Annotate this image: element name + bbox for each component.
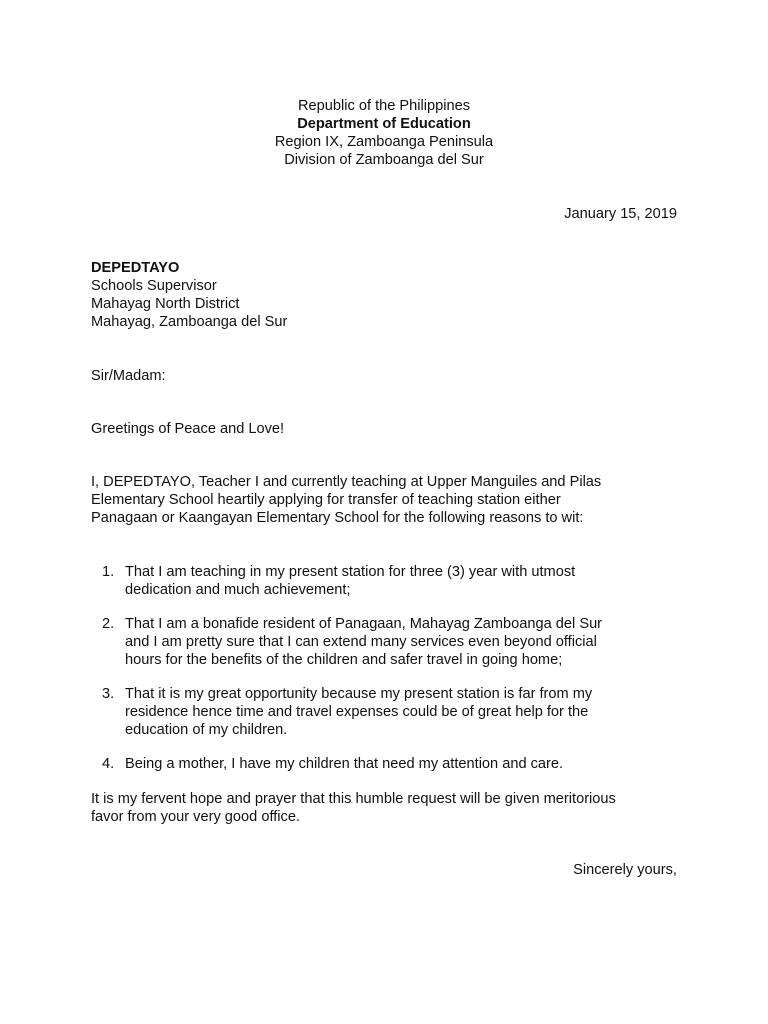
recipient-name: DEPEDTAYO [91,260,180,276]
list-item-line: education of my children. [125,722,288,738]
list-item [91,615,691,669]
list-item-line: That I am teaching in my present station for three (3) year with utmost [125,564,576,580]
letter-date: January 15, 2019 [564,206,677,222]
recipient-address: Mahayag, Zamboanga del Sur [91,314,288,330]
salutation: Sir/Madam: [91,368,166,384]
signoff: Sincerely yours, [573,862,677,878]
closing-line: favor from your very good office. [91,809,301,825]
intro-line: I, DEPEDTAYO, Teacher I and currently teaching at Upper Manguiles and Pilas [91,474,602,490]
recipient-title: Schools Supervisor [91,278,217,294]
letterhead-division: Division of Zamboanga del Sur [284,152,484,168]
letterhead [0,97,768,169]
list-item-line: That it is my great opportunity because my present station is far from my [125,686,593,702]
intro-paragraph [91,473,691,527]
recipient-district: Mahayag North District [91,296,240,312]
letterhead-region: Region IX, Zamboanga Peninsula [274,134,494,150]
list-item [91,755,691,773]
letterhead-department: Department of Education [297,116,471,132]
list-item-number: 1. [102,564,115,580]
letterhead-country: Republic of the Philippines [298,98,470,114]
list-item-line: That I am a bonafide resident of Panagaan, Mahayag Zamboanga del Sur [125,616,603,632]
intro-line: Elementary School heartily applying for transfer of teaching station either [91,492,561,508]
list-item-line: Being a mother, I have my children that need my attention and care. [125,756,564,772]
closing-line: It is my fervent hope and prayer that this humble request will be given meritorious [91,791,616,807]
closing-paragraph [91,790,691,826]
list-item-number: 3. [102,686,115,702]
reasons-list [91,563,691,789]
list-item-line: hours for the benefits of the children and safer travel in going home; [125,652,563,668]
list-item-line: dedication and much achievement; [125,582,351,598]
list-item-number: 4. [102,756,115,772]
list-item [91,685,691,739]
list-item [91,563,691,599]
list-item-number: 2. [102,616,115,632]
list-item-line: and I am pretty sure that I can extend many services even beyond official [125,634,597,650]
greeting: Greetings of Peace and Love! [91,421,285,437]
intro-line: Panagaan or Kaangayan Elementary School for the following reasons to wit: [91,510,584,526]
recipient-block [91,259,287,331]
list-item-line: residence hence time and travel expenses could be of great help for the [125,704,589,720]
